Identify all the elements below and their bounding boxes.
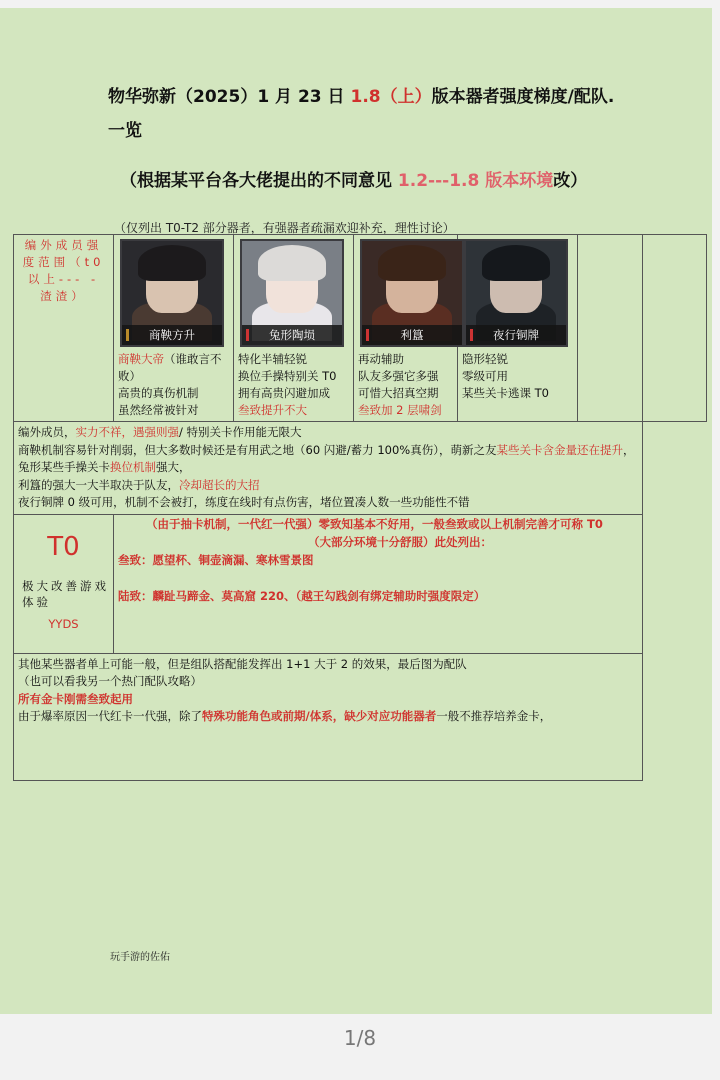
desc-line: 可惜大招真空期 bbox=[358, 386, 439, 400]
title-text: 物华弥新（2025）1 月 23 日 bbox=[108, 87, 351, 107]
character-cell-3 bbox=[354, 235, 458, 422]
tier-row bbox=[14, 514, 707, 653]
desc-line: 特化半辅轻锐 bbox=[238, 352, 307, 366]
bottom-cell bbox=[14, 653, 643, 780]
tier-line: 叁致：愿望杯、铜壶滴漏、寒林雪景图 bbox=[118, 552, 314, 567]
title-text-end: 版本器者强度梯度/配队. bbox=[431, 87, 615, 107]
subtitle-version-range: 1.2---1.8 版本环境 bbox=[397, 171, 554, 191]
tier-yyds: YYDS bbox=[48, 616, 79, 631]
character-portrait-4 bbox=[464, 239, 568, 347]
desc-line: 再动辅助 bbox=[358, 352, 404, 366]
summary-text: 商鞅机制容易针对削弱，但大多数时候还是有用武之地（60 闪避/蓄力 100%真伤），萌新之友 bbox=[18, 442, 497, 457]
summary-text: 强大， bbox=[156, 460, 191, 474]
desc-line: 叁致加 2 层啸剑 bbox=[358, 403, 442, 417]
bottom-text: 其他某些器者单上可能一般，但是组队搭配能发挥出 1+1 大于 2 的效果，最后图为配队 bbox=[18, 656, 467, 671]
desc-line: 换位手操特别关 T0 bbox=[238, 369, 337, 383]
character-name: 商鞅方升 bbox=[149, 328, 195, 342]
character-desc-3 bbox=[358, 351, 453, 421]
tier-label-cell bbox=[14, 514, 114, 653]
summary-text: 编外成员， bbox=[18, 425, 76, 439]
tier-line: （由于抽卡机制，一代红一代强）零致知基本不好用，一般叁致或以上机制完善才可称 T0 bbox=[146, 516, 603, 531]
desc-line: 商鞅大帝 bbox=[118, 352, 164, 366]
character-portrait-2 bbox=[240, 239, 344, 347]
character-desc-1 bbox=[118, 351, 229, 421]
summary-text: 夜行铜牌 0 级可用，机制不会被打，练度在线时有点伤害，堵位置凑人数一些功能性不错 bbox=[18, 495, 470, 509]
summary-highlight: 实力不祥，遇强则强 bbox=[75, 425, 179, 439]
document-page bbox=[0, 8, 712, 1014]
tier-table bbox=[13, 234, 707, 781]
desc-line: 隐形轻锐 bbox=[462, 352, 508, 366]
character-row bbox=[14, 235, 707, 422]
character-desc-4 bbox=[462, 351, 573, 404]
bottom-text: 由于爆率原因一代红卡一代强，除了 bbox=[18, 709, 202, 723]
character-cell-4 bbox=[458, 235, 578, 422]
summary-text: ， bbox=[622, 442, 635, 457]
desc-line: （谁敢言不败） bbox=[118, 352, 222, 383]
page-indicator: 1/8 bbox=[343, 1026, 377, 1050]
title-version: 1.8（上） bbox=[350, 87, 432, 107]
bottom-row bbox=[14, 653, 707, 780]
row-header: 编外成员强度范围（t0 以上--- - 渣渣） bbox=[14, 235, 114, 422]
bottom-highlight: 特殊功能角色或前期/体系，缺少对应功能器者 bbox=[202, 709, 437, 723]
summary-text: 利簋的强大一大半取决于队友， bbox=[18, 477, 179, 492]
tier-label: T0 bbox=[47, 531, 80, 562]
tier-subtitle: 极大改善游戏体验 bbox=[22, 578, 109, 609]
character-name: 兔形陶埙 bbox=[269, 328, 315, 342]
character-portrait-3 bbox=[360, 239, 464, 347]
bottom-highlight: 所有金卡刚需叁致起用 bbox=[18, 691, 133, 706]
desc-line: 虽然经常被针对 bbox=[118, 403, 199, 417]
subtitle-text-end: 改） bbox=[553, 171, 588, 191]
character-cell-1 bbox=[114, 235, 234, 422]
subtitle-text: （根据某平台各大佬提出的不同意见 bbox=[120, 171, 398, 191]
character-name: 利簋 bbox=[400, 328, 424, 342]
desc-line: 叁致提升不大 bbox=[238, 403, 307, 417]
empty-cell bbox=[578, 235, 643, 422]
desc-line: 某些关卡逃课 T0 bbox=[462, 386, 549, 400]
table-note: （仅列出 T0-T2 部分器者，有强器者疏漏欢迎补充，理性讨论） bbox=[114, 221, 455, 235]
tier-line: 陆致：麟趾马蹄金、莫高窟 220、（越王勾践剑有绑定辅助时强度限定） bbox=[118, 588, 486, 603]
character-name: 夜行铜牌 bbox=[493, 328, 539, 342]
desc-line: 高贵的真伤机制 bbox=[118, 386, 199, 400]
tier-line: （大部分环境十分舒服）此处列出： bbox=[308, 534, 492, 549]
page-title bbox=[108, 80, 614, 148]
character-desc-2 bbox=[238, 351, 349, 421]
summary-highlight: 某些关卡含金量还在提升 bbox=[496, 442, 623, 457]
desc-line: 拥有高贵闪避加成 bbox=[238, 386, 330, 400]
summary-text: 兔形某些手操关卡 bbox=[18, 460, 110, 474]
tier-content-cell bbox=[114, 514, 643, 653]
desc-line: 队友多强它多强 bbox=[358, 369, 439, 383]
summary-row bbox=[14, 422, 707, 515]
summary-highlight: 冷却超长的大招 bbox=[179, 477, 260, 492]
summary-text: / 特别关卡作用能无限大 bbox=[179, 425, 302, 439]
title-line2: 一览 bbox=[108, 121, 142, 141]
character-cell-2 bbox=[234, 235, 354, 422]
summary-cell bbox=[14, 422, 643, 515]
bottom-text: 一般不推荐培养金卡， bbox=[436, 709, 552, 723]
empty-cell bbox=[642, 235, 707, 422]
page-subtitle bbox=[120, 166, 587, 191]
desc-line: 零级可用 bbox=[462, 369, 508, 383]
author-footer: 玩手游的佐佑 bbox=[110, 952, 170, 963]
summary-highlight: 换位机制 bbox=[110, 460, 156, 474]
character-portrait-1 bbox=[120, 239, 224, 347]
bottom-text: （也可以看我另一个热门配队攻略） bbox=[18, 674, 202, 688]
